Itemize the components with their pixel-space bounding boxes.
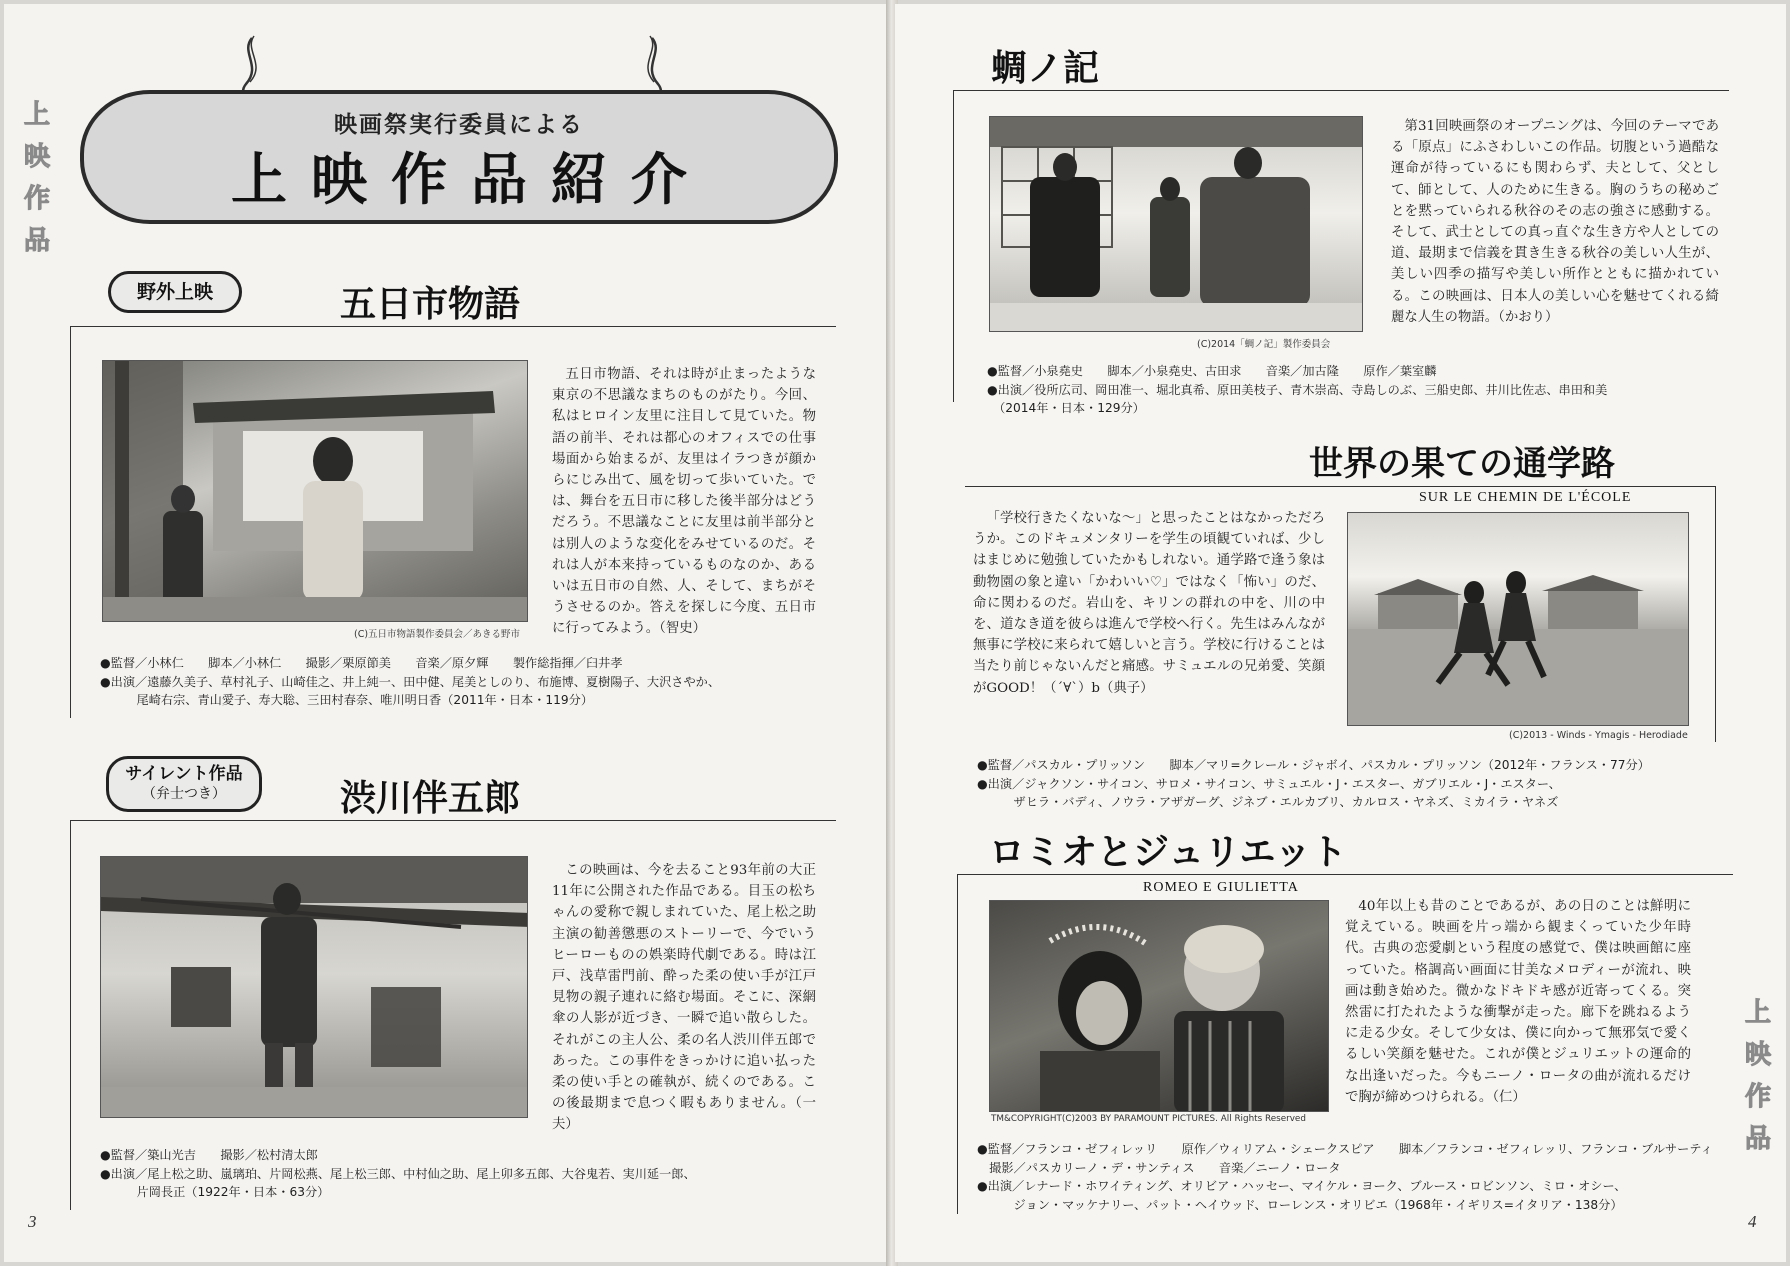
film-photo-itsukaichi <box>102 360 528 622</box>
page-right <box>895 4 1786 1262</box>
film-photo-higurashi <box>989 116 1363 332</box>
staff-credits-romeo: ●監督／フランコ・ゼフィレッリ 原作／ウィリアム・シェークスピア 脚本／フランコ・ゼフィレッリ、フランコ・ブルサーティ 撮影／パスカリーノ・デ・サンティス 音楽／ニーノ・ロータ ●出演／レナード・ホワイティング、オリビア・ハッセー、マイケル・ヨーク、ブルース・ロビンソン、ミロ・オシー、 ジョン・マッケナリー、パット・ヘイウッド、ローレンス・オリビエ（1968年・イギリス=イタリア・138分） <box>977 1142 1713 1212</box>
tag-outdoor-screening: 野外上映 <box>108 271 242 313</box>
staff-credits-shibukawa: ●監督／築山光吉 撮影／松村清太郎 ●出演／尾上松之助、嵐璃珀、片岡松燕、尾上松三郎、中村仙之助、尾上卯多五郎、大谷鬼若、実川延一郎、 片岡長正（1922年・日本・63分） <box>100 1148 696 1200</box>
section-rule-vertical <box>1715 486 1716 742</box>
title-banner <box>80 90 838 224</box>
tag-silent-film: サイレント作品 （弁士つき） <box>106 756 262 812</box>
review-text-romeo: 40年以上も昔のことであるが、あの日のことは鮮明に覚えている。映画を片っ端から観まくっていた少年時代。古典の恋愛劇という程度の感覚で、僕は映画館に座っていた。格調高い画面に甘美なメロディーが流れ、映画は動き始めた。微かなドキドキ感が近寄ってくる。突然雷に打たれたような衝撃が走った。廊下を跳ねるように走る少女。そして少女は、僕に向かって無邪気で愛くるしい笑顔を魅せた。これが僕とジュリエットの運命的な出逢いだった。今もニーノ・ロータの曲が流れるだけで胸が締めつけられる。（仁） <box>1345 899 1691 1105</box>
review-text-shibukawa: この映画は、今を去ること93年前の大正11年に公開された作品である。目玉の松ちゃんの愛称で親しまれていた、尾上松之助主演の勧善懲悪のストーリーで、今でいうヒーローものの娯楽時代劇である。時は江戸、浅草雷門前、酔った柔の使い手が江戸見物の親子連れに絡む場面。そこに、深網傘の人影が近づき、一瞬で追い散らした。それがこの主人公、柔の名人渋川伴五郎であった。この事件をきっかけに追い払った柔の使い手との確執が、続くのである。この後最期まで息つく暇もありません。（一夫） <box>552 863 816 1133</box>
section-rule <box>70 326 836 327</box>
review-text-school-road: 「学校行きたくないな〜」と思ったことはなかっただろうか。このドキュメンタリーを学生の頃観ていれば、少しはまじめに勉強していたかもしれない。通学路で逢う象は動物園の象と違い「かわいい♡」ではなく「怖い」のだ、命に関わるのだ。岩山を、キリンの群れの中を、川の中を、道なき道を彼らは進んで学校へ行く。先生はみんなが無事に学校に来られて嬉しいと言う。学校に行けることは当たり前じゃないんだと痛感。サミュエルの兄弟愛、笑顔がGOOD！（´∀`）b（典子） <box>973 511 1325 696</box>
banner-subtitle: 映画祭実行委員による <box>334 112 584 138</box>
section-rule-vertical <box>70 326 71 718</box>
film-photo-school-road <box>1347 512 1689 726</box>
section-rule <box>965 486 1715 487</box>
photo-credit: (C)2013 - Winds - Ymagis - Herodiade <box>1509 730 1688 741</box>
section-rule <box>957 874 1733 875</box>
film-title-romeo: ロミオとジュリエット <box>989 832 1347 873</box>
staff-credits-higurashi: ●監督／小泉堯史 脚本／小泉堯史、古田求 音楽／加古隆 原作／葉室麟 ●出演／役所広司、岡田准一、堀北真希、原田美枝子、青木崇高、寺島しのぶ、三船史郎、井川比佐志、串田和美 （2014年・日本・129分） <box>987 364 1608 416</box>
original-title-romeo: ROMEO E GIULIETTA <box>1143 880 1299 895</box>
film-title-school-road: 世界の果ての通学路 <box>1309 444 1615 484</box>
section-rule <box>70 820 836 821</box>
side-label-right: 上 映 作 品 <box>1745 998 1772 1154</box>
banner-title: 上映作品紹介 <box>231 148 711 213</box>
review-text-higurashi: 第31回映画祭のオープニングは、今回のテーマである「原点」にふさわしいこの作品。切腹という過酷な運命が待っているにも関わらず、夫として、父として、師として、人のために生きる。胸のうちの秘めごとを黙っていられる秋谷のその志の強さに感動する。そして、武士としての真っ直ぐな生き方や人としての道、最期まで信義を貫き生きる秋谷の美しい人生が、美しい四季の描写や美しい所作とともに描かれている。この映画は、日本人の美しい心を魅せてくれる綺麗な人生の物語。（かおり） <box>1391 119 1719 325</box>
photo-credit: (C)五日市物語製作委員会／あきる野市 <box>354 629 521 640</box>
side-label-left: 上 映 作 品 <box>24 100 51 256</box>
film-title-shibukawa: 渋川伴五郎 <box>340 778 521 819</box>
section-rule-vertical <box>953 90 954 402</box>
page-number-left: 3 <box>28 1212 37 1231</box>
film-title-higurashi: 蜩ノ記 <box>991 48 1100 89</box>
page-left <box>4 4 888 1262</box>
photo-credit: TM&COPYRIGHT(C)2003 BY PARAMOUNT PICTURES. All Rights Reserved <box>991 1114 1306 1124</box>
original-title-school-road: SUR LE CHEMIN DE L'ÉCOLE <box>1419 490 1632 505</box>
staff-credits-school-road: ●監督／パスカル・プリッソン 脚本／マリ=クレール・ジャボイ、パスカル・プリッソン（2012年・フランス・77分） ●出演／ジャクソン・サイコン、サロメ・サイコン、サミュエル・J・エスター、ガブリエル・J・エスター、 ザヒラ・バディ、ノウラ・アザガーグ、ジネブ・エルカブリ、カルロス・ヤネズ、ミカイラ・ヤネズ <box>977 758 1650 810</box>
film-photo-romeo <box>989 900 1329 1112</box>
staff-credits-itsukaichi: ●監督／小林仁 脚本／小林仁 撮影／栗原節美 音楽／原夕輝 製作総指揮／臼井孝 ●出演／遠藤久美子、草村礼子、山崎佳之、井上純一、田中健、尾美としのり、布施博、夏樹陽子、大沢さやか、 尾崎右宗、青山愛子、寿大聡、三田村春奈、唯川明日香（2011年・日本・119分） <box>100 656 721 708</box>
film-title-itsukaichi: 五日市物語 <box>340 284 521 325</box>
section-rule <box>953 90 1729 91</box>
section-rule-vertical <box>70 820 71 1210</box>
review-text-itsukaichi: 五日市物語、それは時が止まったような東京の不思議なまちのものがたり。今回、私はヒロイン友里に注目して見ていた。物語の前半、それは都心のオフィスでの仕事場面から始まるが、友里はイラつきが顔からにじみ出て、風を切って歩いていた。では、舞台を五日市に移した後半部分はどうだろう。不思議なことに友里は前半部分とは別人のような変化をみせているのだ。それは人が本来持っているものなのか、あるいは五日市の自然、人、そして、まちがそうさせるのか。答えを探しに今度、五日市に行ってみよう。（智史） <box>552 367 816 637</box>
photo-credit: (C)2014「蜩ノ記」製作委員会 <box>1197 339 1331 350</box>
section-rule-vertical <box>957 874 958 1214</box>
page-number-right: 4 <box>1748 1212 1757 1231</box>
film-photo-shibukawa <box>100 856 528 1118</box>
